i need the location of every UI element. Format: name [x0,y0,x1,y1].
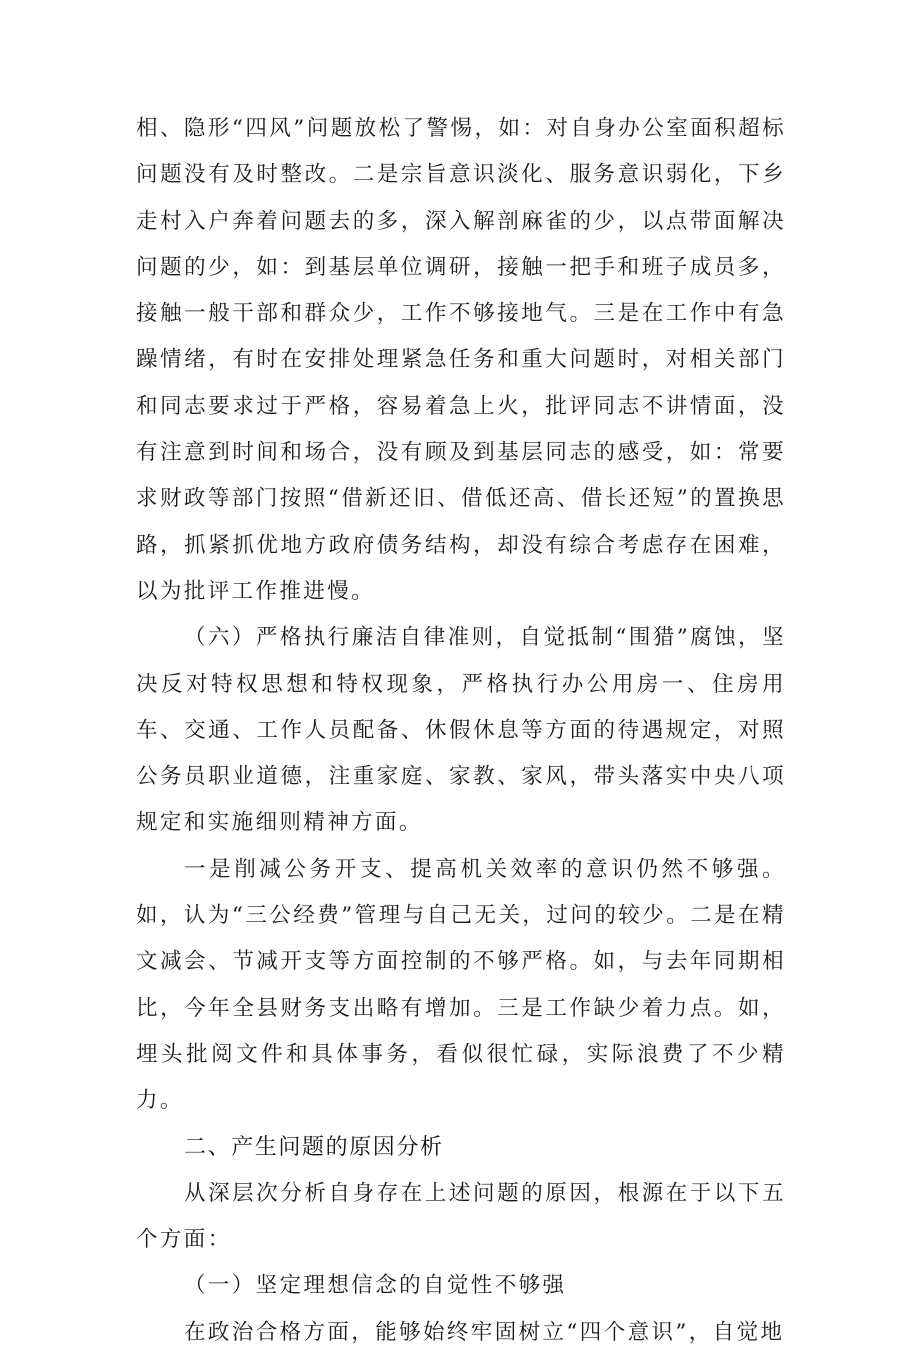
paragraph-political-qualification: 在政治合格方面，能够始终牢固树立“四个意识”，自觉地 [184,1319,785,1345]
subheading-ideals-belief: （一）坚定理想信念的自觉性不够强 [184,1273,567,1299]
paragraph-cause-intro: 从深层次分析自身存在上述问题的原因，根源在于以下五个方面： [136,1180,786,1253]
paragraph-section-six: （六）严格执行廉洁自律准则，自觉抵制“围猎”腐蚀，坚决反对特权思想和特权现象，严格执行办公用房一、住房用车、交通、工作人员配备、休假休息等方面的待遇规定，对照公务员职业道德，注重家庭、家教、家风，带头落实中央八项规定和实施细则精神方面。 [136,625,786,836]
document-body [136,106,786,1356]
paragraph-continuation: 相、隐形“四风”问题放松了警惕，如：对自身办公室面积超标问题没有及时整改。二是宗旨意识淡化、服务意识弱化，下乡走村入户奔着问题去的多，深入解剖麻雀的少，以点带面解决问题的少，如：到基层单位调研，接触一把手和班子成员多，接触一般干部和群众少，工作不够接地气。三是在工作中有急躁情绪，有时在安排处理紧急任务和重大问题时，对相关部门和同志要求过于严格，容易着急上火，批评同志不讲情面，没有注意到时间和场合，没有顾及到基层同志的感受，如：常要求财政等部门按照“借新还旧、借低还高、借长还短”的置换思路，抓紧抓优地方政府债务结构，却没有综合考虑存在困难，以为批评工作推进慢。 [136,116,786,604]
section-heading-cause-analysis: 二、产生问题的原因分析 [184,1134,444,1160]
paragraph-efficiency-issues: 一是削减公务开支、提高机关效率的意识仍然不够强。如，认为“三公经费”管理与自己无关，过问的较少。二是在精文减会、节减开支等方面控制的不够严格。如，与去年同期相比，今年全县财务支出略有增加。三是工作缺少着力点。如，埋头批阅文件和具体事务，看似很忙碌，实际浪费了不少精力。 [136,856,786,1114]
